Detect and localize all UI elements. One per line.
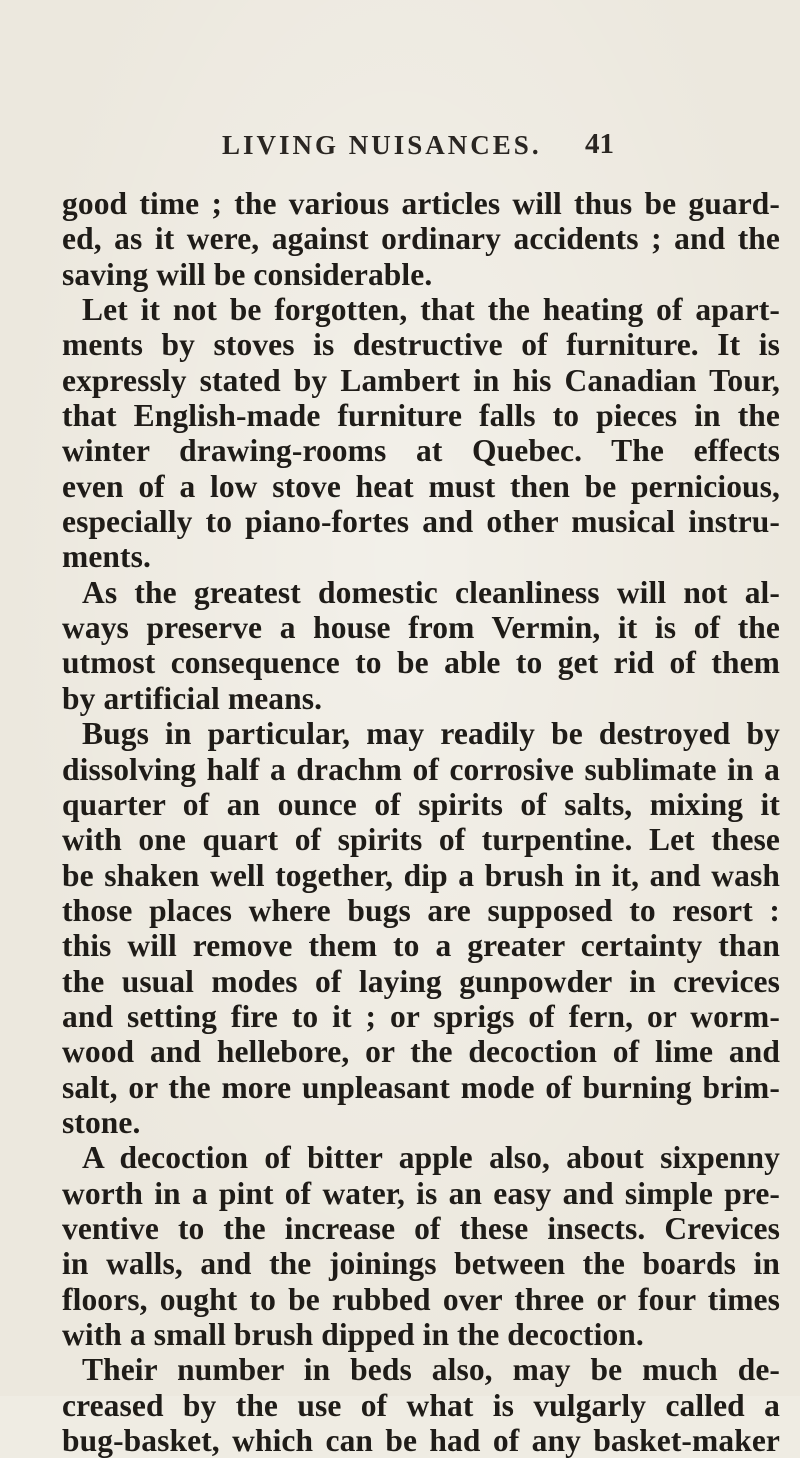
text-line: ments. bbox=[62, 539, 151, 575]
text-line: the usual modes of laying gunpowder in crevices bbox=[62, 963, 780, 999]
body-text bbox=[62, 186, 780, 1458]
text-line: stone. bbox=[62, 1104, 141, 1140]
page-number: 41 bbox=[585, 128, 614, 160]
text-line: Their number in beds also, may be much de- bbox=[82, 1352, 780, 1388]
text-line: especially to piano-fortes and other musical instru- bbox=[62, 504, 780, 540]
text-line: As the greatest domestic cleanliness will not al- bbox=[82, 574, 780, 610]
text-line: even of a low stove heat must then be pernicious, bbox=[62, 468, 780, 504]
text-line: dissolving half a drachm of corrosive sublimate in a bbox=[62, 751, 780, 787]
text-line: those places where bugs are supposed to resort : bbox=[62, 892, 780, 928]
text-line: ed, as it were, against ordinary accidents ; and the bbox=[62, 221, 780, 257]
running-head bbox=[0, 130, 800, 170]
text-line: be shaken well together, dip a brush in it, and wash bbox=[62, 857, 780, 893]
text-line: creased by the use of what is vulgarly called a bbox=[62, 1387, 780, 1423]
text-line: worth in a pint of water, is an easy and simple pre- bbox=[62, 1175, 780, 1211]
text-line: bug-basket, which can be had of any basket-maker bbox=[62, 1423, 780, 1458]
text-line: in walls, and the joinings between the boards in bbox=[62, 1246, 780, 1282]
text-line: and setting fire to it ; or sprigs of fern, or worm- bbox=[62, 998, 780, 1034]
text-line: salt, or the more unpleasant mode of burning brim- bbox=[62, 1069, 780, 1105]
text-line: quarter of an ounce of spirits of salts, mixing it bbox=[62, 786, 780, 822]
text-line: expressly stated by Lambert in his Canadian Tour, bbox=[62, 362, 780, 398]
text-line: saving will be considerable. bbox=[62, 256, 433, 292]
text-line: Bugs in particular, may readily be destroyed by bbox=[82, 716, 780, 752]
text-line: with a small brush dipped in the decoction. bbox=[62, 1317, 644, 1352]
text-line: ments by stoves is destructive of furniture. It is bbox=[62, 327, 780, 363]
text-line: floors, ought to be rubbed over three or four times bbox=[62, 1281, 780, 1317]
text-line: winter drawing-rooms at Quebec. The effects bbox=[62, 433, 780, 469]
text-line: utmost consequence to be able to get rid of them bbox=[62, 645, 780, 681]
text-line: A decoction of bitter apple also, about sixpenny bbox=[82, 1140, 780, 1176]
text-line: wood and hellebore, or the decoction of lime and bbox=[62, 1034, 780, 1070]
text-line: with one quart of spirits of turpentine. Let these bbox=[62, 822, 780, 858]
text-line: by artificial means. bbox=[62, 680, 323, 716]
running-title: LIVING NUISANCES. bbox=[222, 130, 542, 160]
text-line: Let it not be forgotten, that the heating of apart- bbox=[82, 292, 780, 328]
text-line: that English-made furniture falls to pieces in the bbox=[62, 398, 780, 434]
text-line: good time ; the various articles will thus be guard- bbox=[62, 186, 780, 221]
text-line: ways preserve a house from Vermin, it is of the bbox=[62, 610, 780, 646]
text-line: ventive to the increase of these insects. Crevices bbox=[62, 1210, 780, 1246]
text-line: this will remove them to a greater certainty than bbox=[62, 928, 780, 964]
